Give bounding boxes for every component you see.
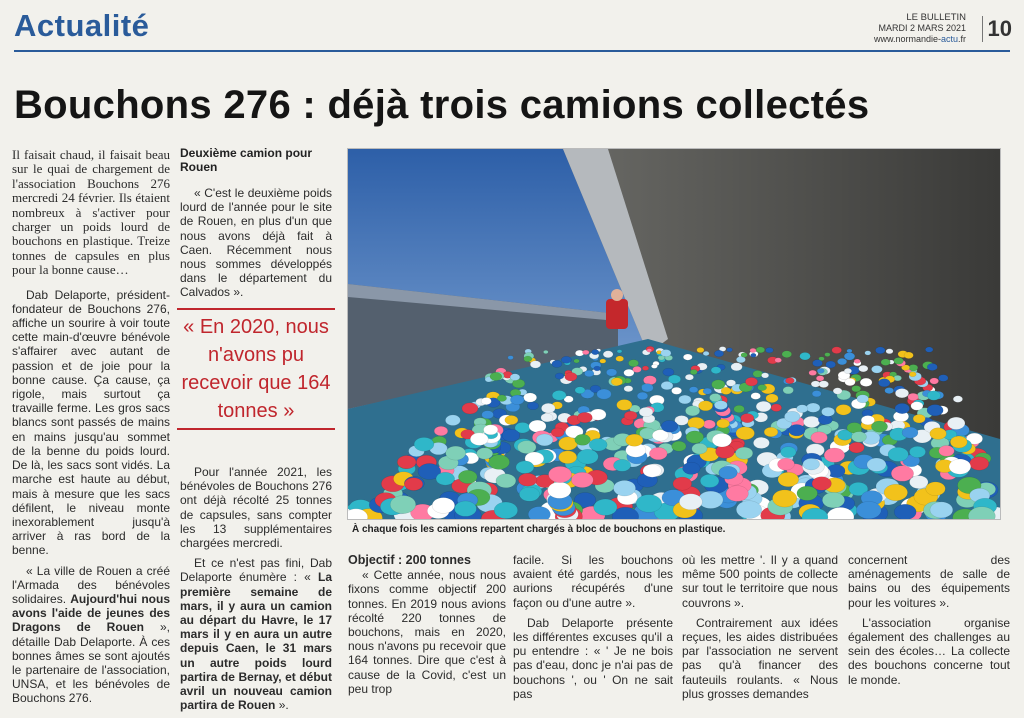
article-column-6	[848, 553, 1010, 693]
bottle-cap	[624, 386, 633, 392]
bottle-cap	[482, 411, 494, 419]
bottle-cap	[909, 372, 916, 377]
bottle-cap	[541, 403, 555, 413]
bottle-cap	[894, 504, 916, 519]
bottle-cap	[825, 353, 831, 357]
bottle-cap	[811, 432, 828, 444]
bottle-cap	[844, 353, 855, 361]
bottle-cap	[766, 348, 774, 353]
bottle-cap	[548, 482, 571, 498]
bottle-cap	[577, 449, 598, 464]
page-number: 10	[982, 16, 1012, 42]
bottle-cap	[661, 420, 678, 432]
bottle-cap	[508, 356, 514, 360]
bottle-cap	[822, 407, 835, 416]
bottle-cap	[927, 363, 937, 370]
bottle-cap	[582, 350, 589, 355]
subheading: Objectif : 200 tonnes	[348, 553, 471, 567]
bottle-cap	[600, 359, 606, 363]
bottle-cap	[617, 400, 632, 411]
bottle-cap	[458, 470, 477, 483]
bottle-cap	[711, 367, 721, 374]
bottle-cap	[913, 414, 925, 423]
bottle-cap	[434, 426, 448, 436]
bottle-cap	[497, 395, 506, 402]
bottle-cap	[484, 425, 498, 435]
bottle-cap	[481, 398, 491, 405]
bottle-cap	[909, 365, 918, 371]
bottle-cap	[911, 402, 923, 411]
bottle-cap	[860, 378, 872, 386]
bottle-cap	[852, 386, 861, 392]
bottle-cap	[797, 405, 808, 413]
bottle-cap	[686, 431, 704, 443]
bottle-cap	[559, 451, 577, 464]
bottle-cap	[844, 368, 852, 373]
article-paragraph: Contrairement aux idées reçues, les aides distribuées par l'association ne servent pas qu'à financer des fauteuils roulants. « Nous plus grosses demandes	[682, 615, 838, 701]
article-paragraph: Dab Delaporte, président-fondateur de Bouchons 276, affiche un sourire à voir toute cette main-d'œuvre bénévole s'affairer avec autant de passion et de joie pour la bonne cause. Ça cause, ça rigole, mais surtout ça travaille ferme. Les gros sacs blancs sont passés de mains en mains jusqu'au sommet de la benne du poids lourd. De là, les sacs sont vidés. La marche est haute au début, mais à mesure que les sacs défilent, le niveau monte inexorablement jusqu'à arriver à ras bord de la benne.	[12, 287, 170, 558]
bottle-cap	[672, 441, 686, 451]
bottle-cap	[753, 370, 763, 377]
bottle-cap	[938, 375, 948, 382]
bottle-cap	[594, 366, 601, 371]
bottle-cap	[809, 370, 817, 375]
bottle-cap	[852, 432, 867, 443]
bottle-cap	[783, 387, 794, 394]
bottle-cap	[819, 381, 829, 388]
bottle-cap	[756, 347, 765, 353]
bottle-cap	[571, 472, 593, 487]
bottle-cap	[679, 494, 702, 510]
bottle-cap	[789, 425, 805, 436]
article-paragraph: Et ce n'est pas fini, Dab Delaporte énumère : « La première semaine de mars, il y aura un camion au départ du Havre, le 17 mars il y en aura un autre depuis Caen, le 31 mars un autre poids lourd partira de Bernay, et début avril un nouveau camion partira de Rouen ».	[180, 556, 332, 713]
bottle-cap	[751, 353, 757, 357]
bottle-cap	[871, 366, 882, 374]
bottle-cap	[590, 409, 606, 420]
bottle-cap	[849, 442, 864, 453]
bottle-cap	[970, 457, 989, 470]
bottle-caps-truck-illustration	[348, 149, 1000, 519]
bottle-cap	[812, 391, 821, 397]
bottle-cap	[703, 420, 715, 429]
bottle-cap	[786, 378, 795, 384]
bottle-cap	[530, 361, 541, 368]
bottle-cap	[661, 350, 671, 357]
article-paragraph: facile. Si les bouchons avaient été gardés, nous les aurions récupérés d'une façon ou d'une autre ».	[513, 553, 673, 610]
bottle-cap	[736, 427, 755, 440]
bottle-cap	[816, 376, 824, 381]
bottle-cap	[611, 378, 622, 386]
bottle-cap	[782, 351, 792, 358]
bottle-cap	[643, 464, 662, 477]
bottle-cap	[502, 429, 520, 441]
bottle-cap	[930, 428, 947, 440]
bottle-cap	[489, 455, 510, 470]
bottle-cap	[536, 434, 553, 446]
bottle-cap	[865, 351, 871, 355]
bottle-cap	[697, 347, 704, 352]
bottle-cap	[833, 388, 842, 394]
bottle-cap	[817, 368, 824, 373]
bottle-cap	[636, 495, 662, 513]
bottle-cap	[824, 448, 845, 462]
bottle-cap	[552, 360, 562, 367]
article-paragraph: Dab Delaporte présente les différentes excuses qu'il a pu entendre : « ' Je ne bois pas d'eau, donc je n'ai pas de bouchons ', ou ' On ne sait pas	[513, 615, 673, 701]
article-column-3	[348, 553, 506, 702]
bottle-cap	[761, 373, 768, 378]
bottle-cap	[953, 396, 962, 403]
article-paragraph: « Cette année, nous nous fixons comme objectif 200 tonnes. En 2019 nous avions récolté 220 tonnes de bouchons, mais en 2020, nous n'avons pu recevoir que 164 tonnes. Dire que c'est à cause de la Covid, c'est un peu trop	[348, 568, 506, 696]
bottle-cap	[436, 472, 455, 485]
bottle-cap	[894, 358, 904, 365]
article-column-2-continued	[180, 465, 332, 718]
bottle-cap	[925, 347, 933, 352]
bottle-cap	[751, 393, 761, 400]
photo-caption: À chaque fois les camions repartent chargés à bloc de bouchons en plastique.	[352, 524, 726, 535]
bottle-cap	[750, 348, 756, 352]
bottle-cap	[462, 403, 478, 414]
bottle-cap	[575, 434, 591, 445]
bottle-cap	[446, 446, 466, 460]
bottle-cap	[891, 466, 913, 482]
bottle-cap	[589, 439, 607, 452]
bottle-cap	[758, 385, 767, 391]
bottle-cap	[445, 415, 460, 426]
bottle-cap	[771, 404, 782, 412]
bottle-cap	[614, 459, 631, 471]
bottle-cap	[683, 462, 701, 474]
bottle-cap	[836, 405, 851, 416]
bottle-cap	[617, 350, 622, 353]
bottle-cap	[559, 437, 578, 450]
bottle-cap	[727, 348, 733, 352]
bottle-cap	[524, 393, 537, 402]
bottle-cap	[470, 433, 488, 446]
bottle-cap	[700, 474, 719, 487]
bottle-cap	[895, 403, 910, 413]
bottle-cap	[775, 358, 782, 363]
bottle-cap	[642, 366, 649, 371]
bottle-cap	[854, 359, 860, 363]
bottle-cap	[734, 405, 745, 413]
bottle-cap	[927, 405, 943, 416]
bottle-cap	[881, 359, 890, 366]
bottle-cap	[753, 437, 769, 448]
bottle-cap	[902, 427, 918, 438]
article-photo	[347, 148, 1001, 520]
bottle-cap	[745, 377, 757, 386]
article-lead: Il faisait chaud, il faisait beau sur le quai de chargement de l'association Bouchons 276 mercredi 24 février. Ils étaient nombreux à s'activer pour charger un poids lourd de bouchons en plastique. Treize tonnes de capsules en plus pour la bonne cause…	[12, 147, 170, 278]
article-column-5	[682, 553, 838, 707]
bottle-cap	[672, 387, 682, 394]
bottle-cap	[904, 352, 913, 359]
paper-name: LE BULLETIN	[906, 12, 966, 23]
bottle-cap	[703, 351, 709, 355]
bottle-cap	[594, 499, 617, 515]
bottle-cap	[803, 458, 820, 470]
bottle-cap	[856, 501, 881, 518]
bottle-cap	[735, 447, 752, 459]
article-column-2	[180, 146, 332, 306]
article-paragraph: Pour l'année 2021, les bénévoles de Bouchons 276 ont déjà récolté 25 tonnes de capsules, sans compter les 13 supplémentaires chargées mercredi.	[180, 465, 332, 551]
bottle-cap	[597, 389, 612, 399]
bottle-cap	[519, 487, 539, 501]
bottle-cap	[716, 445, 735, 458]
bottle-cap	[524, 356, 532, 362]
bottle-cap	[689, 387, 698, 393]
bottle-cap	[505, 415, 518, 424]
article-paragraph: « La ville de Rouen a créé l'Armada des bénévoles solidaires. Aujourd'hui nous avons l'aide de jeunes des Dragons de Rouen », détaille Dab Delaporte. À ces bonnes âmes se sont ajoutés le partenaire de l'association, UNSA, et les bénévoles de Bouchons 276.	[12, 563, 170, 706]
bottle-cap	[878, 379, 890, 387]
bottle-cap	[642, 384, 654, 392]
bottle-cap	[455, 501, 477, 516]
bottle-cap	[712, 433, 731, 447]
bottle-cap	[624, 411, 637, 420]
bottle-cap	[800, 352, 811, 360]
bottle-cap	[714, 350, 723, 357]
bottle-cap	[561, 356, 571, 363]
bottle-cap	[908, 393, 919, 400]
bottle-cap	[847, 349, 852, 353]
bottle-cap	[518, 441, 537, 454]
bottle-cap	[628, 360, 638, 367]
bottle-cap	[721, 387, 731, 394]
article-paragraph: L'association organise également des challenges au sein des écoles… La collecte des bouchons concerne tout le monde.	[848, 615, 1010, 687]
issue-date: MARDI 2 MARS 2021	[878, 23, 966, 33]
bottle-cap	[930, 502, 953, 518]
bottle-cap	[685, 374, 693, 380]
bottle-cap	[651, 364, 657, 368]
bottle-cap	[756, 401, 771, 412]
bottle-cap	[895, 389, 908, 398]
bottle-cap	[494, 502, 518, 519]
bottle-cap	[390, 496, 416, 514]
website-link[interactable]: www.normandie-actu.fr	[873, 34, 966, 44]
bottle-cap	[649, 447, 667, 459]
bottle-cap	[518, 473, 537, 486]
bottle-cap	[859, 365, 868, 372]
bottle-cap	[741, 353, 748, 358]
bottle-cap	[663, 368, 674, 376]
bottle-cap	[867, 458, 886, 471]
bottle-cap	[668, 375, 680, 384]
bottle-cap	[685, 406, 699, 416]
bottle-cap	[496, 474, 516, 488]
bottle-cap	[577, 412, 592, 422]
bottle-cap	[616, 356, 624, 362]
bottle-cap	[939, 446, 955, 457]
bottle-cap	[527, 402, 538, 410]
bottle-cap	[575, 387, 585, 394]
bottle-cap	[871, 421, 887, 432]
bottle-cap	[736, 501, 761, 519]
bottle-cap	[414, 437, 434, 451]
bottle-cap	[875, 347, 885, 354]
bottle-cap	[574, 359, 580, 363]
masthead-info	[874, 12, 966, 45]
bottle-cap	[699, 401, 713, 411]
bottle-cap	[477, 448, 493, 459]
bottle-cap	[626, 434, 643, 446]
article-paragraph: « C'est le deuxième poids lourd de l'année pour le site de Rouen, en plus d'un que nous avons déjà fait à Caen. Récemment nous nous sommes développés dans le département du Calvados ».	[180, 186, 332, 300]
bottle-cap	[741, 414, 754, 423]
bottle-cap	[773, 490, 797, 507]
bottle-cap	[717, 419, 730, 428]
bottle-cap	[803, 416, 819, 427]
article-column-4	[513, 553, 673, 707]
bottle-cap	[766, 394, 778, 403]
bottle-cap	[784, 411, 800, 422]
bottle-cap	[592, 350, 599, 355]
bottle-cap	[950, 436, 967, 448]
bottle-cap	[826, 361, 836, 368]
bottle-cap	[888, 447, 908, 461]
article-paragraph: concernent des aménagements de salle de bains ou des équipements pour les voitures ».	[848, 553, 1010, 610]
bottle-cap	[714, 401, 727, 410]
subheading: Deuxième camion pour Rouen	[180, 146, 313, 174]
bottle-cap	[884, 484, 908, 500]
bottle-cap	[930, 378, 939, 384]
bottle-cap	[552, 390, 566, 400]
bottle-cap	[832, 347, 842, 354]
bottle-cap	[613, 480, 635, 496]
bottle-cap	[857, 395, 869, 403]
bottle-cap	[624, 369, 634, 376]
bottle-cap	[886, 349, 893, 354]
bottle-cap	[812, 477, 831, 491]
bottle-cap	[555, 373, 564, 379]
bottle-cap	[726, 486, 748, 502]
bottle-cap	[543, 350, 548, 353]
article-paragraph: où les mettre '. Il y a quand même 500 points de collecte sur tout le territoire que nous couvrons ».	[682, 553, 838, 610]
bottle-cap	[647, 349, 652, 353]
bottle-cap	[947, 417, 965, 429]
bottle-cap	[549, 466, 572, 482]
article-column-1	[12, 148, 170, 712]
bottle-cap	[606, 369, 617, 376]
bottle-cap	[813, 360, 823, 367]
bottle-cap	[603, 351, 613, 358]
bottle-cap	[637, 392, 648, 400]
bottle-cap	[643, 376, 656, 385]
bottle-cap	[673, 477, 692, 490]
bottle-cap	[731, 363, 742, 371]
section-title: Actualité	[14, 8, 150, 43]
bottle-cap	[397, 456, 416, 469]
bottle-cap	[885, 388, 894, 394]
bottle-cap	[584, 370, 594, 377]
bottle-cap	[679, 395, 692, 404]
bottle-cap	[541, 413, 553, 422]
bottle-cap	[837, 358, 846, 365]
bottle-cap	[690, 369, 697, 374]
bottle-cap	[516, 461, 534, 474]
bottle-cap	[404, 478, 422, 491]
bottle-cap	[778, 458, 795, 470]
bottle-cap	[529, 420, 546, 432]
bottle-cap	[781, 447, 797, 458]
bottle-cap	[692, 443, 707, 454]
bottle-cap	[949, 459, 971, 474]
bottle-cap	[909, 446, 925, 457]
bottle-cap	[510, 395, 524, 405]
bottle-cap	[764, 427, 778, 437]
volunteer-figure	[606, 299, 628, 329]
bottle-cap	[565, 372, 577, 381]
bottle-cap	[806, 403, 820, 412]
bottle-cap	[490, 372, 502, 380]
bottle-cap	[822, 492, 844, 508]
pull-quote: « En 2020, nous n'avons pu recevoir que 164 tonnes »	[177, 308, 335, 430]
bottle-cap	[639, 407, 653, 417]
bottle-cap	[432, 498, 455, 514]
article-headline: Bouchons 276 : déjà trois camions collectés	[14, 83, 870, 127]
bottle-cap	[510, 374, 520, 381]
bottle-cap	[703, 388, 712, 394]
header-divider	[14, 50, 1010, 52]
bottle-cap	[927, 391, 940, 400]
bottle-cap	[926, 482, 946, 496]
bottle-cap	[719, 466, 738, 479]
bottle-cap	[683, 354, 692, 360]
bottle-cap	[551, 428, 564, 437]
